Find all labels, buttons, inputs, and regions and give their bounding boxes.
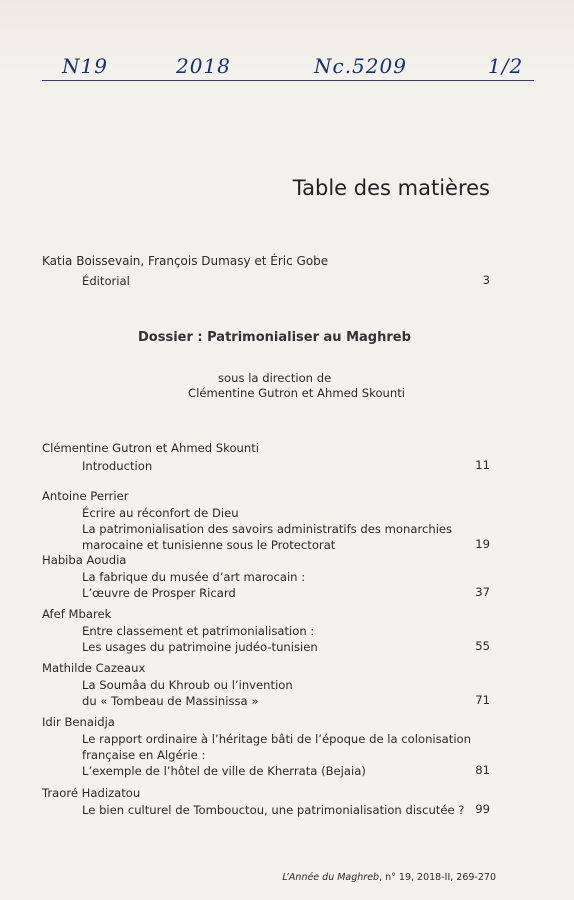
dossier-title: Dossier : Patrimonialiser au Maghreb (138, 330, 411, 345)
entry-title-line: marocaine et tunisienne sous le Protectorat (82, 538, 336, 552)
entry-title-line: La fabrique du musée d’art marocain : (82, 570, 306, 584)
entry-page: 37 (475, 585, 490, 599)
journal-title: L’Année du Maghreb (282, 872, 380, 883)
entry-title-line: Écrire au réconfort de Dieu (82, 506, 239, 520)
entry-page: 99 (475, 802, 490, 816)
entry-title-line: Les usages du patrimoine judéo-tunisien (82, 640, 318, 654)
direction-line-2: Clémentine Gutron et Ahmed Skounti (188, 386, 406, 400)
handwritten-year: 2018 (176, 54, 231, 78)
handwritten-volume: N19 (62, 54, 108, 78)
entry-author: Idir Benaidja (42, 715, 115, 729)
entry-title-line: Entre classement et patrimonialisation : (82, 624, 315, 638)
entry-author: Mathilde Cazeaux (42, 661, 146, 675)
journal-details: , n° 19, 2018-II, 269-270 (379, 872, 496, 883)
entry-page: 19 (475, 537, 490, 551)
entry-title-line: La Soumâa du Khroub ou l’invention (82, 678, 293, 692)
handwritten-number: Nc.5209 (314, 54, 407, 78)
editorial-title: Éditorial (82, 274, 130, 288)
entry-title-line: L’exemple de l’hôtel de ville de Kherrata (Bejaia) (82, 764, 366, 778)
entry-page: 81 (475, 763, 490, 777)
entry-title-line: française en Algérie : (82, 748, 206, 762)
entry-title-line: Introduction (82, 459, 153, 473)
entry-title-line: du « Tombeau de Massinissa » (82, 694, 259, 708)
entry-title-line: Le rapport ordinaire à l’héritage bâti de l’époque de la colonisation (82, 732, 471, 746)
entry-author: Afef Mbarek (42, 607, 112, 621)
editorial-page: 3 (482, 273, 490, 287)
editorial-authors: Katia Boissevain, François Dumasy et Éric Gobe (42, 254, 329, 268)
journal-footer (282, 872, 496, 883)
page-title: Table des matières (292, 176, 490, 200)
entry-page: 11 (475, 458, 490, 472)
entry-author: Clémentine Gutron et Ahmed Skounti (42, 441, 260, 455)
direction-line-1: sous la direction de (218, 371, 332, 385)
entry-author: Traoré Hadizatou (42, 786, 141, 800)
handwritten-underline (42, 80, 534, 81)
entry-author: Antoine Perrier (42, 489, 129, 503)
handwritten-part: 1/2 (488, 54, 524, 78)
entry-page: 71 (475, 693, 490, 707)
entry-title-line: La patrimonialisation des savoirs administratifs des monarchies (82, 522, 453, 536)
entry-page: 55 (475, 639, 490, 653)
entry-author: Habiba Aoudia (42, 553, 127, 567)
entry-title-line: L’œuvre de Prosper Ricard (82, 586, 236, 600)
entry-title-line: Le bien culturel de Tombouctou, une patrimonialisation discutée ? (82, 803, 465, 817)
